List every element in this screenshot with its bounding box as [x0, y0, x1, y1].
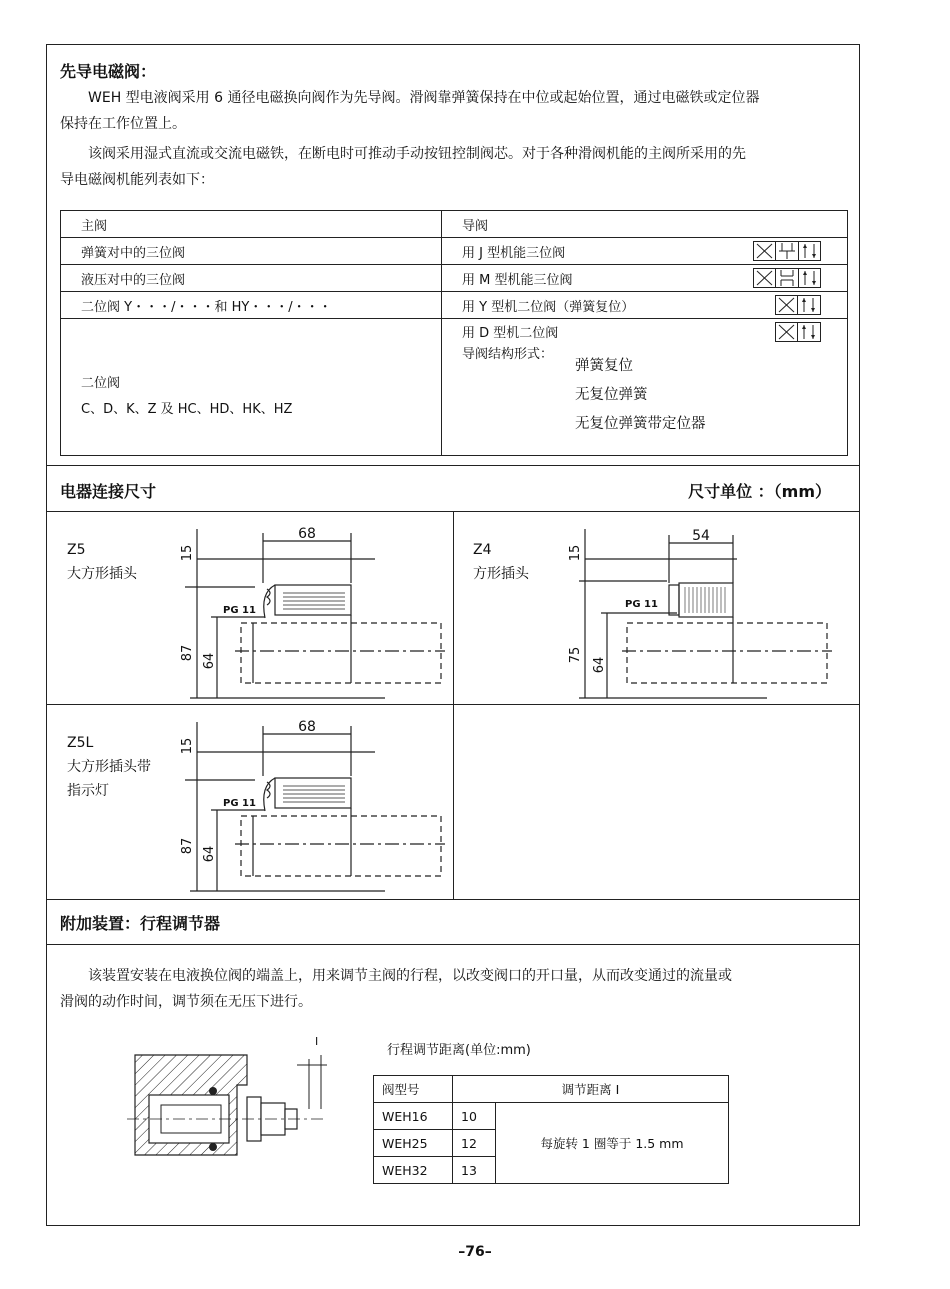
distance-cell: 13	[453, 1157, 496, 1184]
divider	[47, 704, 859, 705]
pilot-function-table	[60, 210, 848, 456]
para1-line1: WEH 型电液阀采用 6 通径电磁换向阀作为先导阀。滑阀靠弹簧保持在中位或起始位置，通过电磁铁或定位器	[88, 90, 760, 106]
stroke-adjuster-description	[60, 963, 850, 1015]
table-row	[61, 265, 848, 292]
two-position-label: 二位阀	[81, 376, 121, 391]
table-row	[61, 319, 848, 456]
dim-top: 15	[180, 737, 195, 755]
table-cell-pilot	[442, 265, 848, 292]
model-cell: WEH32	[374, 1157, 453, 1184]
connector-code: Z5	[67, 542, 86, 558]
connector-code: Z5L	[67, 735, 94, 751]
connector-z5-label	[67, 538, 137, 586]
structure-options	[575, 352, 706, 439]
table-row	[61, 238, 848, 265]
structure-label: 导阀结构形式：	[462, 347, 554, 362]
dim-total: 87	[180, 644, 195, 662]
pilot-valve-heading: 先导电磁阀：	[60, 62, 157, 81]
adjust-table-title: 行程调节距离(单位:mm)	[387, 1043, 531, 1058]
table-cell-main: 二位阀 Y・・・/・・・和 HY・・・/・・・	[61, 292, 442, 319]
dim-width: 68	[298, 526, 316, 542]
structure-option: 无复位弹簧带定位器	[575, 416, 706, 432]
pg-label: PG 11	[223, 798, 256, 809]
page-frame	[46, 44, 860, 1226]
table-cell-main	[61, 319, 442, 456]
table-cell-main: 弹簧对中的三位阀	[61, 238, 442, 265]
divider	[47, 465, 859, 466]
table-row	[374, 1103, 729, 1130]
table-cell-main: 液压对中的三位阀	[61, 265, 442, 292]
stroke-adjuster-drawing	[127, 1025, 327, 1175]
dim-mid: 64	[202, 652, 217, 670]
adjust-header-model: 阀型号	[374, 1076, 453, 1103]
connector-name-2: 指示灯	[67, 783, 109, 799]
para1-line2: 保持在工作位置上。	[60, 116, 186, 132]
dimension-unit: 尺寸单位 ：（mm）	[688, 482, 831, 501]
pilot-type-label: 用 Y 型机二位阀（弹簧复位）	[462, 299, 635, 315]
para2-line2: 导电磁阀机能列表如下：	[60, 172, 214, 188]
connector-name: 方形插头	[473, 566, 529, 582]
electrical-connection-heading: 电器连接尺寸	[60, 482, 157, 501]
table-cell-pilot	[442, 238, 848, 265]
dim-total: 87	[180, 837, 195, 855]
pilot-type-label: 用 D 型机二位阀	[462, 326, 559, 341]
structure-option: 无复位弹簧	[575, 387, 648, 403]
dim-total: 75	[568, 646, 583, 664]
divider	[47, 944, 859, 945]
model-cell: WEH25	[374, 1130, 453, 1157]
table-cell-pilot	[442, 292, 848, 319]
pilot-type-label: 用 M 型机能三位阀	[462, 272, 573, 288]
table-header-main: 主阀	[61, 211, 442, 238]
divider	[47, 899, 859, 900]
connector-z4-drawing	[567, 523, 837, 703]
dim-top: 15	[180, 544, 195, 562]
pilot-valve-description	[60, 85, 850, 193]
table-row	[61, 292, 848, 319]
adjuster-line1: 该装置安装在电液换位阀的端盖上，用来调节主阀的行程，以改变阀口的开口量，从而改变通过的流量或	[88, 968, 732, 984]
dim-mid: 64	[202, 845, 217, 863]
model-cell: WEH16	[374, 1103, 453, 1130]
adjuster-line2: 滑阀的动作时间，调节须在无压下进行。	[60, 994, 312, 1010]
dim-i-label: I	[315, 1035, 319, 1048]
adjust-header-distance: 调节距离 I	[453, 1076, 729, 1103]
connector-z5l-drawing	[175, 716, 455, 896]
valve-symbol-y-icon	[775, 295, 821, 315]
two-position-types: C、D、K、Z 及 HC、HD、HK、HZ	[81, 402, 293, 417]
dim-top: 15	[568, 544, 583, 562]
distance-cell: 12	[453, 1130, 496, 1157]
valve-symbol-j-icon	[753, 241, 821, 261]
stroke-adjuster-heading: 附加装置：行程调节器	[60, 914, 221, 933]
connector-name: 大方形插头	[67, 566, 137, 582]
distance-cell: 10	[453, 1103, 496, 1130]
connector-z4-label	[473, 538, 529, 586]
para2-line1: 该阀采用湿式直流或交流电磁铁，在断电时可推动手动按钮控制阀芯。对于各种滑阀机能的主阀所采用的先	[88, 146, 746, 162]
connector-z5l-label	[67, 731, 151, 803]
table-header-pilot: 导阀	[442, 211, 848, 238]
structure-option: 弹簧复位	[575, 358, 633, 374]
pg-label: PG 11	[625, 599, 658, 610]
connector-name: 大方形插头带	[67, 759, 151, 775]
valve-symbol-m-icon	[753, 268, 821, 288]
dim-width: 68	[298, 719, 316, 735]
pilot-type-label: 用 J 型机能三位阀	[462, 245, 566, 261]
page-number: –76–	[458, 1244, 492, 1260]
rotation-note: 每旋转 1 圈等于 1.5 mm	[496, 1103, 729, 1184]
pg-label: PG 11	[223, 605, 256, 616]
connector-code: Z4	[473, 542, 492, 558]
dim-mid: 64	[592, 656, 607, 674]
dim-width: 54	[692, 528, 710, 544]
stroke-adjust-table	[373, 1075, 729, 1184]
connector-z5-drawing	[175, 523, 455, 703]
valve-symbol-d-icon	[775, 322, 821, 342]
table-cell-pilot	[442, 319, 848, 456]
